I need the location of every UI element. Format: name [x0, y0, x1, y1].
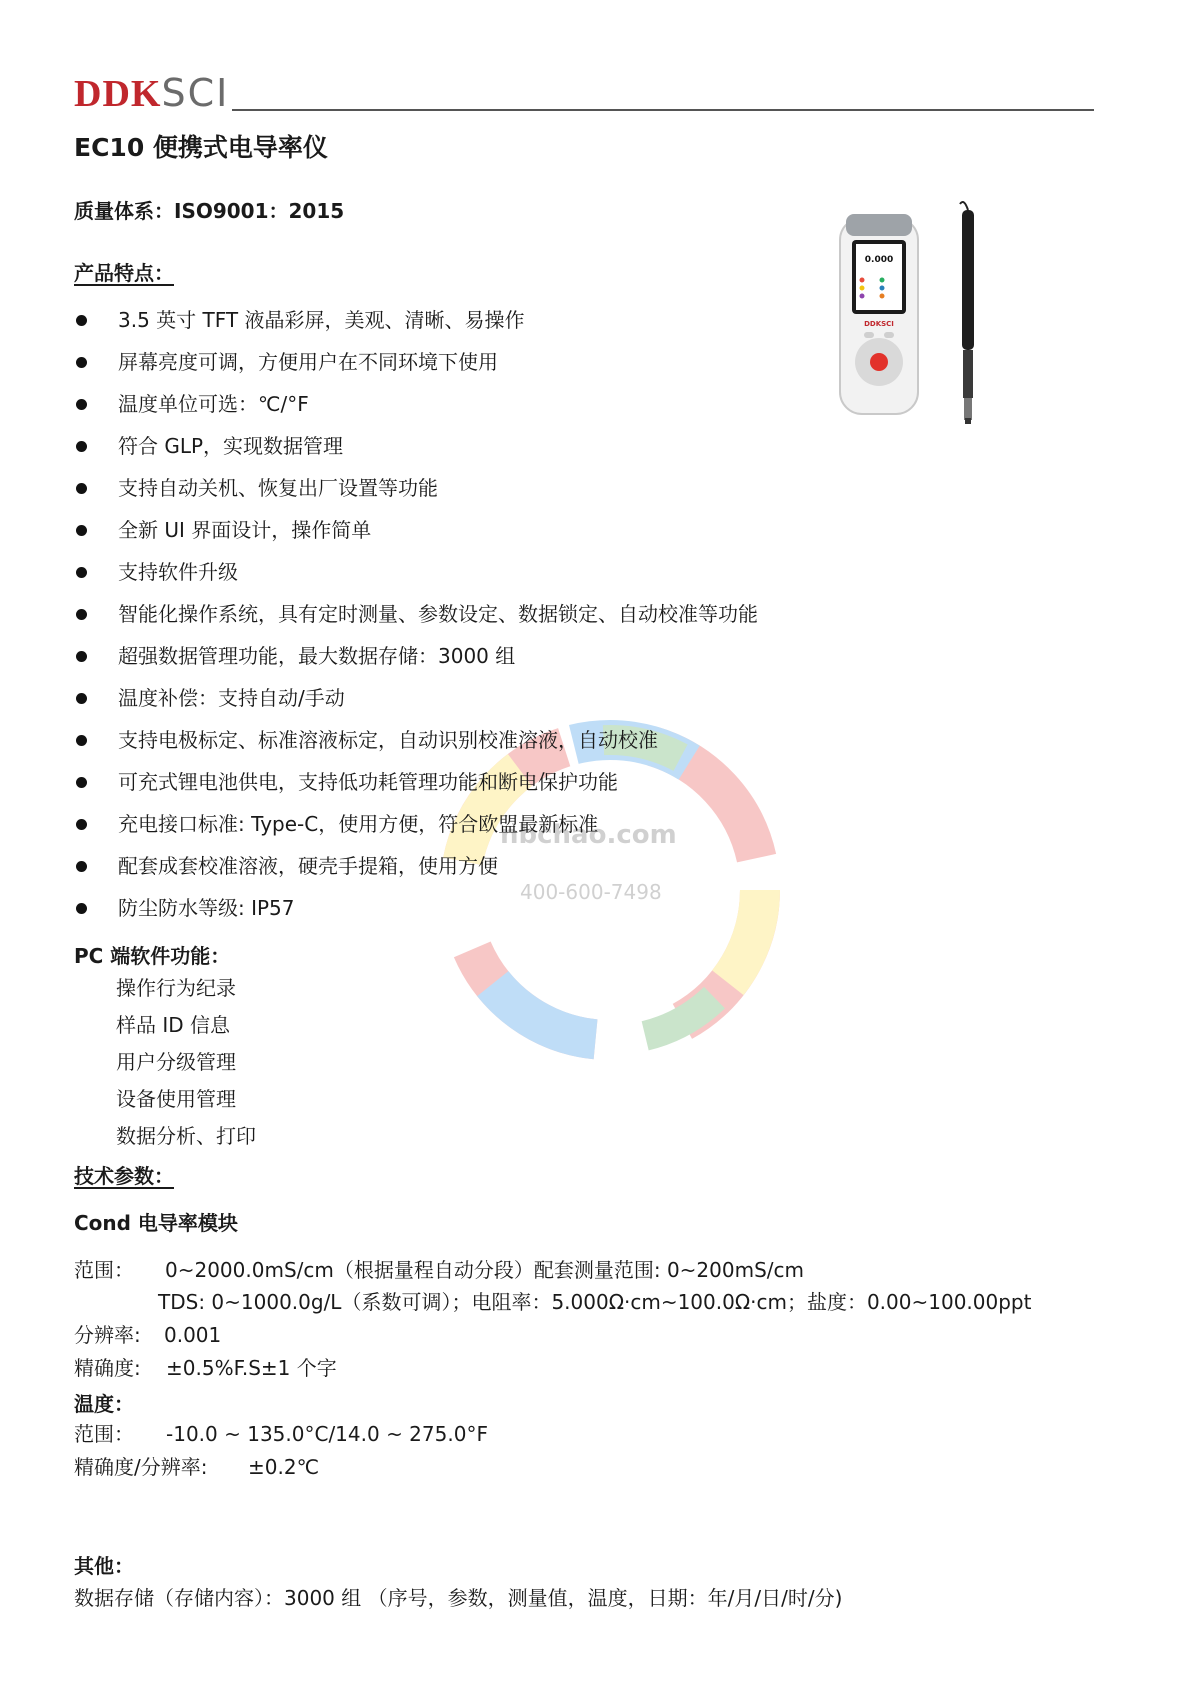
accuracy-value: ±0.5%F.S±1 个字: [166, 1356, 337, 1380]
logo-sci: SCI: [161, 71, 230, 115]
feature-item: 3.5 英寸 TFT 液晶彩屏，美观、清晰、易操作: [74, 299, 874, 341]
bullet-icon: [76, 693, 87, 704]
range-value: 0~2000.0mS/cm（根据量程自动分段）配套测量范围: 0~200mS/cm: [165, 1258, 805, 1282]
pc-software-heading: PC 端软件功能：: [74, 944, 231, 968]
bullet-icon: [76, 525, 87, 536]
feature-item: 支持自动关机、恢复出厂设置等功能: [74, 467, 874, 509]
brand-logo: [74, 70, 229, 116]
range-value-secondary: TDS: 0~1000.0g/L（系数可调）；电阻率：5.000Ω·cm~100.0Ω·cm；盐度：0.00~100.00ppt: [158, 1290, 1032, 1314]
cond-module-heading: Cond 电导率模块: [74, 1211, 238, 1235]
bullet-icon: [76, 819, 87, 830]
bullet-icon: [76, 315, 87, 326]
device-brand: DDKSCI: [864, 320, 894, 328]
pc-software-item: 用户分级管理: [116, 1050, 236, 1074]
bullet-icon: [76, 441, 87, 452]
feature-item: 智能化操作系统，具有定时测量、参数设定、数据锁定、自动校准等功能: [74, 593, 874, 635]
temperature-heading: 温度：: [74, 1392, 134, 1416]
data-storage-info: 数据存储（存储内容）：3000 组 （序号，参数，测量值，温度，日期：年/月/日/时/分): [74, 1586, 843, 1610]
feature-item: 防尘防水等级: IP57: [74, 887, 874, 929]
bullet-icon: [76, 567, 87, 578]
feature-item: 配套成套校准溶液，硬壳手提箱，使用方便: [74, 845, 874, 887]
logo-ddk: DDK: [74, 73, 162, 115]
range-label: 范围：: [74, 1258, 134, 1282]
resolution-label: 分辨率:: [74, 1323, 141, 1347]
feature-item: 超强数据管理功能，最大数据存储：3000 组: [74, 635, 874, 677]
feature-item: 屏幕亮度可调，方便用户在不同环境下使用: [74, 341, 874, 383]
watermark-phone: 400-600-7498: [520, 880, 662, 904]
temp-accuracy-value: ±0.2℃: [248, 1455, 320, 1479]
feature-item: 全新 UI 界面设计，操作简单: [74, 509, 874, 551]
pc-software-item: 设备使用管理: [116, 1087, 236, 1111]
tech-params-heading: 技术参数：: [74, 1164, 174, 1188]
device-reading: 0.000: [864, 255, 894, 265]
bullet-icon: [76, 735, 87, 746]
pc-software-list: [116, 970, 256, 1155]
feature-item: 温度补偿：支持自动/手动: [74, 677, 874, 719]
feature-item: 充电接口标准: Type-C，使用方便，符合欧盟最新标准: [74, 803, 874, 845]
bullet-icon: [76, 777, 87, 788]
pc-software-item: 数据分析、打印: [116, 1124, 256, 1148]
document-title: EC10 便携式电导率仪: [74, 133, 328, 162]
bullet-icon: [76, 399, 87, 410]
quality-system: 质量体系：ISO9001：2015: [74, 199, 345, 223]
pc-software-item: 操作行为纪录: [116, 976, 236, 1000]
bullet-icon: [76, 357, 87, 368]
feature-item: 符合 GLP，实现数据管理: [74, 425, 874, 467]
resolution-value: 0.001: [164, 1323, 222, 1347]
watermark-site: nbchao.com: [500, 820, 677, 850]
features-list: [74, 299, 874, 929]
other-heading: 其他：: [74, 1554, 134, 1578]
temp-range-label: 范围：: [74, 1422, 134, 1446]
features-heading: 产品特点：: [74, 261, 174, 285]
bullet-icon: [76, 483, 87, 494]
bullet-icon: [76, 651, 87, 662]
temp-range-value: -10.0 ~ 135.0°C/14.0 ~ 275.0°F: [166, 1422, 488, 1446]
feature-item: 支持软件升级: [74, 551, 874, 593]
accuracy-label: 精确度:: [74, 1356, 141, 1380]
temp-accuracy-label: 精确度/分辨率:: [74, 1455, 208, 1479]
feature-item: 支持电极标定、标准溶液标定，自动识别校准溶液，自动校准: [74, 719, 874, 761]
bullet-icon: [76, 861, 87, 872]
feature-item: 可充式锂电池供电，支持低功耗管理功能和断电保护功能: [74, 761, 874, 803]
header-divider: [232, 109, 1094, 111]
bullet-icon: [76, 903, 87, 914]
bullet-icon: [76, 609, 87, 620]
feature-item: 温度单位可选：℃/°F: [74, 383, 874, 425]
pc-software-item: 样品 ID 信息: [116, 1013, 231, 1037]
